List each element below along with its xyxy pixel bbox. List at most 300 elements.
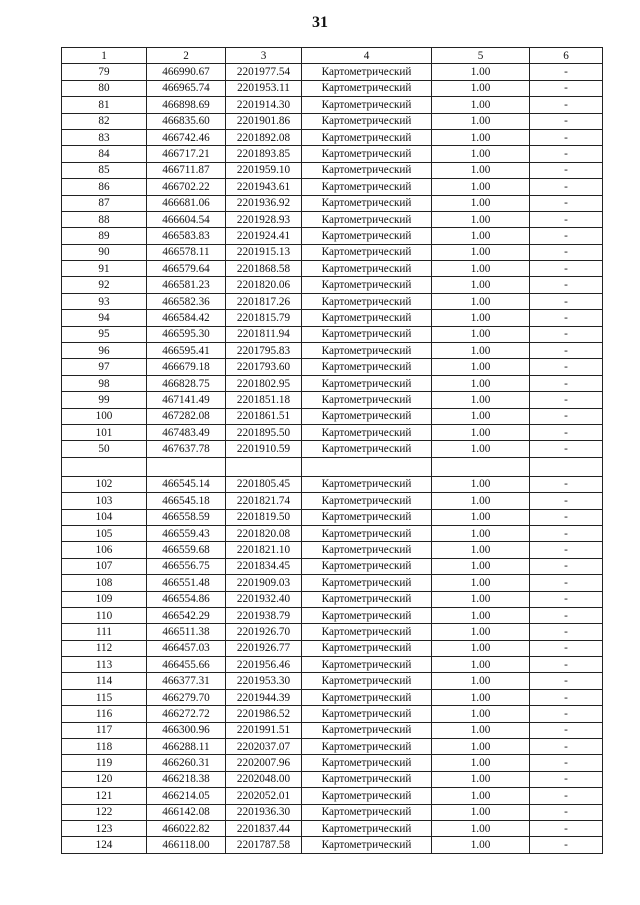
description-cell: - (530, 476, 603, 492)
point-number-cell: 105 (62, 525, 147, 541)
y-coordinate-cell: 2201787.58 (226, 837, 302, 853)
y-coordinate-cell: 2201926.77 (226, 640, 302, 656)
point-number-cell: 120 (62, 771, 147, 787)
y-coordinate-cell: 2201953.30 (226, 673, 302, 689)
page-number: 31 (312, 14, 328, 31)
accuracy-cell: 1.00 (432, 211, 530, 227)
y-coordinate-cell: 2201893.85 (226, 146, 302, 162)
table-row (62, 80, 603, 96)
x-coordinate-cell: 466300.96 (147, 722, 226, 738)
table-row (62, 195, 603, 211)
x-coordinate-cell: 466260.31 (147, 755, 226, 771)
description-cell: - (530, 244, 603, 260)
point-number-cell: 96 (62, 343, 147, 359)
table-row (62, 244, 603, 260)
table-row (62, 493, 603, 509)
accuracy-cell: 1.00 (432, 558, 530, 574)
method-cell: Картометрический (302, 607, 432, 623)
table-row (62, 804, 603, 820)
method-cell: Картометрический (302, 771, 432, 787)
x-coordinate-cell: 466542.29 (147, 607, 226, 623)
y-coordinate-cell: 2201868.58 (226, 261, 302, 277)
point-number-cell: 93 (62, 293, 147, 309)
description-cell: - (530, 64, 603, 80)
description-cell: - (530, 558, 603, 574)
accuracy-cell: 1.00 (432, 392, 530, 408)
accuracy-cell: 1.00 (432, 673, 530, 689)
accuracy-cell: 1.00 (432, 179, 530, 195)
y-coordinate-cell: 2201805.45 (226, 476, 302, 492)
accuracy-cell: 1.00 (432, 113, 530, 129)
point-number-cell: 112 (62, 640, 147, 656)
accuracy-cell: 1.00 (432, 722, 530, 738)
table-row (62, 722, 603, 738)
y-coordinate-cell: 2202048.00 (226, 771, 302, 787)
point-number-cell: 90 (62, 244, 147, 260)
x-coordinate-cell: 466457.03 (147, 640, 226, 656)
point-number-cell: 86 (62, 179, 147, 195)
table-row (62, 755, 603, 771)
description-cell: - (530, 820, 603, 836)
point-number-cell: 81 (62, 97, 147, 113)
description-cell: - (530, 624, 603, 640)
method-cell: Картометрический (302, 509, 432, 525)
accuracy-cell: 1.00 (432, 804, 530, 820)
point-number-cell: 107 (62, 558, 147, 574)
x-coordinate-cell: 466581.23 (147, 277, 226, 293)
table-row (62, 162, 603, 178)
table-row (62, 359, 603, 375)
accuracy-cell: 1.00 (432, 424, 530, 440)
point-number-cell: 85 (62, 162, 147, 178)
method-cell: Картометрический (302, 624, 432, 640)
description-cell: - (530, 673, 603, 689)
description-cell: - (530, 211, 603, 227)
table-row (62, 129, 603, 145)
x-coordinate-cell: 466742.46 (147, 129, 226, 145)
table-row (62, 739, 603, 755)
y-coordinate-cell: 2201936.30 (226, 804, 302, 820)
method-cell: Картометрический (302, 689, 432, 705)
accuracy-cell: 1.00 (432, 755, 530, 771)
method-cell: Картометрический (302, 476, 432, 492)
description-cell: - (530, 146, 603, 162)
accuracy-cell: 1.00 (432, 343, 530, 359)
x-coordinate-cell: 466279.70 (147, 689, 226, 705)
description-cell: - (530, 788, 603, 804)
method-cell: Картометрический (302, 228, 432, 244)
point-number-cell: 89 (62, 228, 147, 244)
y-coordinate-cell: 2201815.79 (226, 310, 302, 326)
x-coordinate-cell: 466679.18 (147, 359, 226, 375)
description-cell: - (530, 509, 603, 525)
table-row (62, 228, 603, 244)
y-coordinate-cell: 2201910.59 (226, 441, 302, 457)
method-cell: Картометрический (302, 493, 432, 509)
table-row (62, 310, 603, 326)
y-coordinate-cell (226, 457, 302, 476)
description-cell: - (530, 424, 603, 440)
accuracy-cell: 1.00 (432, 408, 530, 424)
accuracy-cell: 1.00 (432, 509, 530, 525)
accuracy-cell: 1.00 (432, 277, 530, 293)
x-coordinate-cell: 466545.14 (147, 476, 226, 492)
x-coordinate-cell: 466582.36 (147, 293, 226, 309)
y-coordinate-cell: 2201943.61 (226, 179, 302, 195)
description-cell: - (530, 228, 603, 244)
table-row (62, 408, 603, 424)
accuracy-cell: 1.00 (432, 542, 530, 558)
point-number-cell: 111 (62, 624, 147, 640)
x-coordinate-cell: 466835.60 (147, 113, 226, 129)
description-cell: - (530, 657, 603, 673)
y-coordinate-cell: 2201959.10 (226, 162, 302, 178)
table-row (62, 179, 603, 195)
description-cell: - (530, 542, 603, 558)
point-number-cell: 99 (62, 392, 147, 408)
accuracy-cell: 1.00 (432, 640, 530, 656)
method-cell: Картометрический (302, 244, 432, 260)
y-coordinate-cell: 2202037.07 (226, 739, 302, 755)
y-coordinate-cell: 2201820.08 (226, 525, 302, 541)
point-number-cell: 117 (62, 722, 147, 738)
x-coordinate-cell: 466595.41 (147, 343, 226, 359)
method-cell: Картометрический (302, 640, 432, 656)
accuracy-cell: 1.00 (432, 493, 530, 509)
y-coordinate-cell: 2201861.51 (226, 408, 302, 424)
description-cell (530, 457, 603, 476)
description-cell: - (530, 326, 603, 342)
x-coordinate-cell: 466579.64 (147, 261, 226, 277)
accuracy-cell: 1.00 (432, 739, 530, 755)
accuracy-cell: 1.00 (432, 244, 530, 260)
accuracy-cell: 1.00 (432, 788, 530, 804)
x-coordinate-cell: 467141.49 (147, 392, 226, 408)
point-number-cell (62, 457, 147, 476)
description-cell: - (530, 706, 603, 722)
x-coordinate-cell: 467483.49 (147, 424, 226, 440)
x-coordinate-cell: 466898.69 (147, 97, 226, 113)
point-number-cell: 118 (62, 739, 147, 755)
table-row (62, 424, 603, 440)
x-coordinate-cell: 466702.22 (147, 179, 226, 195)
y-coordinate-cell: 2201817.26 (226, 293, 302, 309)
method-cell: Картометрический (302, 408, 432, 424)
point-number-cell: 109 (62, 591, 147, 607)
table-row (62, 277, 603, 293)
y-coordinate-cell: 2201802.95 (226, 375, 302, 391)
accuracy-cell: 1.00 (432, 293, 530, 309)
table-row (62, 113, 603, 129)
method-cell: Картометрический (302, 424, 432, 440)
y-coordinate-cell: 2201938.79 (226, 607, 302, 623)
header-cell: 5 (432, 48, 530, 64)
y-coordinate-cell: 2201986.52 (226, 706, 302, 722)
table-row (62, 476, 603, 492)
description-cell: - (530, 343, 603, 359)
point-number-cell: 122 (62, 804, 147, 820)
point-number-cell: 114 (62, 673, 147, 689)
method-cell: Картометрический (302, 146, 432, 162)
y-coordinate-cell: 2201953.11 (226, 80, 302, 96)
table-row (62, 261, 603, 277)
point-number-cell: 80 (62, 80, 147, 96)
x-coordinate-cell: 466556.75 (147, 558, 226, 574)
table-row (62, 657, 603, 673)
description-cell: - (530, 493, 603, 509)
point-number-cell: 91 (62, 261, 147, 277)
x-coordinate-cell (147, 457, 226, 476)
accuracy-cell: 1.00 (432, 657, 530, 673)
point-number-cell: 82 (62, 113, 147, 129)
method-cell: Картометрический (302, 525, 432, 541)
point-number-cell: 119 (62, 755, 147, 771)
x-coordinate-cell: 466511.38 (147, 624, 226, 640)
accuracy-cell (432, 457, 530, 476)
table-row (62, 392, 603, 408)
x-coordinate-cell: 466584.42 (147, 310, 226, 326)
accuracy-cell: 1.00 (432, 441, 530, 457)
y-coordinate-cell: 2201821.10 (226, 542, 302, 558)
method-cell: Картометрический (302, 706, 432, 722)
table-row (62, 788, 603, 804)
point-number-cell: 50 (62, 441, 147, 457)
description-cell: - (530, 607, 603, 623)
x-coordinate-cell: 466681.06 (147, 195, 226, 211)
table-row (62, 211, 603, 227)
table-row (62, 375, 603, 391)
description-cell: - (530, 162, 603, 178)
point-number-cell: 92 (62, 277, 147, 293)
description-cell: - (530, 441, 603, 457)
method-cell: Картометрический (302, 837, 432, 853)
table-row (62, 97, 603, 113)
y-coordinate-cell: 2201819.50 (226, 509, 302, 525)
point-number-cell: 124 (62, 837, 147, 853)
y-coordinate-cell: 2201901.86 (226, 113, 302, 129)
accuracy-cell: 1.00 (432, 706, 530, 722)
table-row (62, 771, 603, 787)
point-number-cell: 102 (62, 476, 147, 492)
x-coordinate-cell: 466218.38 (147, 771, 226, 787)
y-coordinate-cell: 2201915.13 (226, 244, 302, 260)
point-number-cell: 95 (62, 326, 147, 342)
y-coordinate-cell: 2201956.46 (226, 657, 302, 673)
method-cell: Картометрический (302, 359, 432, 375)
method-cell: Картометрический (302, 788, 432, 804)
method-cell: Картометрический (302, 129, 432, 145)
coordinates-table (61, 47, 603, 854)
point-number-cell: 84 (62, 146, 147, 162)
description-cell: - (530, 195, 603, 211)
y-coordinate-cell: 2201914.30 (226, 97, 302, 113)
point-number-cell: 87 (62, 195, 147, 211)
accuracy-cell: 1.00 (432, 575, 530, 591)
x-coordinate-cell: 467637.78 (147, 441, 226, 457)
table-row (62, 293, 603, 309)
x-coordinate-cell: 466554.86 (147, 591, 226, 607)
x-coordinate-cell: 466595.30 (147, 326, 226, 342)
accuracy-cell: 1.00 (432, 97, 530, 113)
header-cell: 3 (226, 48, 302, 64)
description-cell: - (530, 261, 603, 277)
point-number-cell: 116 (62, 706, 147, 722)
table-row (62, 575, 603, 591)
y-coordinate-cell: 2201892.08 (226, 129, 302, 145)
table-row (62, 673, 603, 689)
method-cell: Картометрический (302, 392, 432, 408)
x-coordinate-cell: 466214.05 (147, 788, 226, 804)
method-cell: Картометрический (302, 211, 432, 227)
x-coordinate-cell: 466583.83 (147, 228, 226, 244)
accuracy-cell: 1.00 (432, 195, 530, 211)
point-number-cell: 108 (62, 575, 147, 591)
method-cell: Картометрический (302, 80, 432, 96)
description-cell: - (530, 689, 603, 705)
y-coordinate-cell: 2201837.44 (226, 820, 302, 836)
accuracy-cell: 1.00 (432, 607, 530, 623)
x-coordinate-cell: 466559.43 (147, 525, 226, 541)
y-coordinate-cell: 2201820.06 (226, 277, 302, 293)
y-coordinate-cell: 2201909.03 (226, 575, 302, 591)
method-cell: Картометрический (302, 343, 432, 359)
accuracy-cell: 1.00 (432, 162, 530, 178)
y-coordinate-cell: 2201928.93 (226, 211, 302, 227)
table-row (62, 640, 603, 656)
description-cell: - (530, 80, 603, 96)
table-row (62, 820, 603, 836)
method-cell: Картометрический (302, 739, 432, 755)
point-number-cell: 94 (62, 310, 147, 326)
x-coordinate-cell: 466559.68 (147, 542, 226, 558)
accuracy-cell: 1.00 (432, 837, 530, 853)
point-number-cell: 121 (62, 788, 147, 804)
method-cell: Картометрический (302, 277, 432, 293)
y-coordinate-cell: 2201991.51 (226, 722, 302, 738)
x-coordinate-cell: 466022.82 (147, 820, 226, 836)
accuracy-cell: 1.00 (432, 476, 530, 492)
table-row (62, 64, 603, 80)
description-cell: - (530, 575, 603, 591)
method-cell: Картометрический (302, 755, 432, 771)
table-header-row (62, 48, 603, 64)
accuracy-cell: 1.00 (432, 359, 530, 375)
method-cell: Картометрический (302, 97, 432, 113)
x-coordinate-cell: 466717.21 (147, 146, 226, 162)
x-coordinate-cell: 466272.72 (147, 706, 226, 722)
point-number-cell: 100 (62, 408, 147, 424)
point-number-cell: 88 (62, 211, 147, 227)
point-number-cell: 110 (62, 607, 147, 623)
header-cell: 6 (530, 48, 603, 64)
method-cell: Картометрический (302, 441, 432, 457)
description-cell: - (530, 755, 603, 771)
table-row (62, 558, 603, 574)
table-row (62, 706, 603, 722)
description-cell: - (530, 591, 603, 607)
y-coordinate-cell: 2201793.60 (226, 359, 302, 375)
x-coordinate-cell: 466990.67 (147, 64, 226, 80)
table-row (62, 146, 603, 162)
accuracy-cell: 1.00 (432, 80, 530, 96)
description-cell: - (530, 771, 603, 787)
table-row (62, 326, 603, 342)
point-number-cell: 103 (62, 493, 147, 509)
description-cell: - (530, 293, 603, 309)
x-coordinate-cell: 466377.31 (147, 673, 226, 689)
y-coordinate-cell: 2201926.70 (226, 624, 302, 640)
method-cell: Картометрический (302, 162, 432, 178)
x-coordinate-cell: 466828.75 (147, 375, 226, 391)
x-coordinate-cell: 466551.48 (147, 575, 226, 591)
point-number-cell: 98 (62, 375, 147, 391)
accuracy-cell: 1.00 (432, 146, 530, 162)
description-cell: - (530, 359, 603, 375)
header-cell: 1 (62, 48, 147, 64)
y-coordinate-cell: 2201944.39 (226, 689, 302, 705)
method-cell: Картометрический (302, 113, 432, 129)
method-cell: Картометрический (302, 558, 432, 574)
accuracy-cell: 1.00 (432, 820, 530, 836)
method-cell: Картометрический (302, 722, 432, 738)
description-cell: - (530, 804, 603, 820)
table-row (62, 441, 603, 457)
method-cell: Картометрический (302, 804, 432, 820)
x-coordinate-cell: 466558.59 (147, 509, 226, 525)
method-cell: Картометрический (302, 375, 432, 391)
y-coordinate-cell: 2201977.54 (226, 64, 302, 80)
point-number-cell: 113 (62, 657, 147, 673)
description-cell: - (530, 375, 603, 391)
header-cell: 4 (302, 48, 432, 64)
x-coordinate-cell: 467282.08 (147, 408, 226, 424)
description-cell: - (530, 525, 603, 541)
y-coordinate-cell: 2201936.92 (226, 195, 302, 211)
method-cell: Картометрический (302, 195, 432, 211)
accuracy-cell: 1.00 (432, 310, 530, 326)
table-row (62, 689, 603, 705)
description-cell: - (530, 277, 603, 293)
accuracy-cell: 1.00 (432, 129, 530, 145)
description-cell: - (530, 310, 603, 326)
method-cell: Картометрический (302, 293, 432, 309)
table-row (62, 542, 603, 558)
description-cell: - (530, 837, 603, 853)
accuracy-cell: 1.00 (432, 64, 530, 80)
y-coordinate-cell: 2202007.96 (226, 755, 302, 771)
table-body (62, 48, 603, 854)
accuracy-cell: 1.00 (432, 525, 530, 541)
method-cell: Картометрический (302, 657, 432, 673)
table-spacer-row (62, 457, 603, 476)
x-coordinate-cell: 466288.11 (147, 739, 226, 755)
y-coordinate-cell: 2201795.83 (226, 343, 302, 359)
x-coordinate-cell: 466118.00 (147, 837, 226, 853)
description-cell: - (530, 640, 603, 656)
x-coordinate-cell: 466711.87 (147, 162, 226, 178)
x-coordinate-cell: 466455.66 (147, 657, 226, 673)
x-coordinate-cell: 466965.74 (147, 80, 226, 96)
header-cell: 2 (147, 48, 226, 64)
method-cell: Картометрический (302, 673, 432, 689)
method-cell (302, 457, 432, 476)
accuracy-cell: 1.00 (432, 771, 530, 787)
table-row (62, 837, 603, 853)
method-cell: Картометрический (302, 326, 432, 342)
point-number-cell: 123 (62, 820, 147, 836)
table-row (62, 607, 603, 623)
table-row (62, 509, 603, 525)
